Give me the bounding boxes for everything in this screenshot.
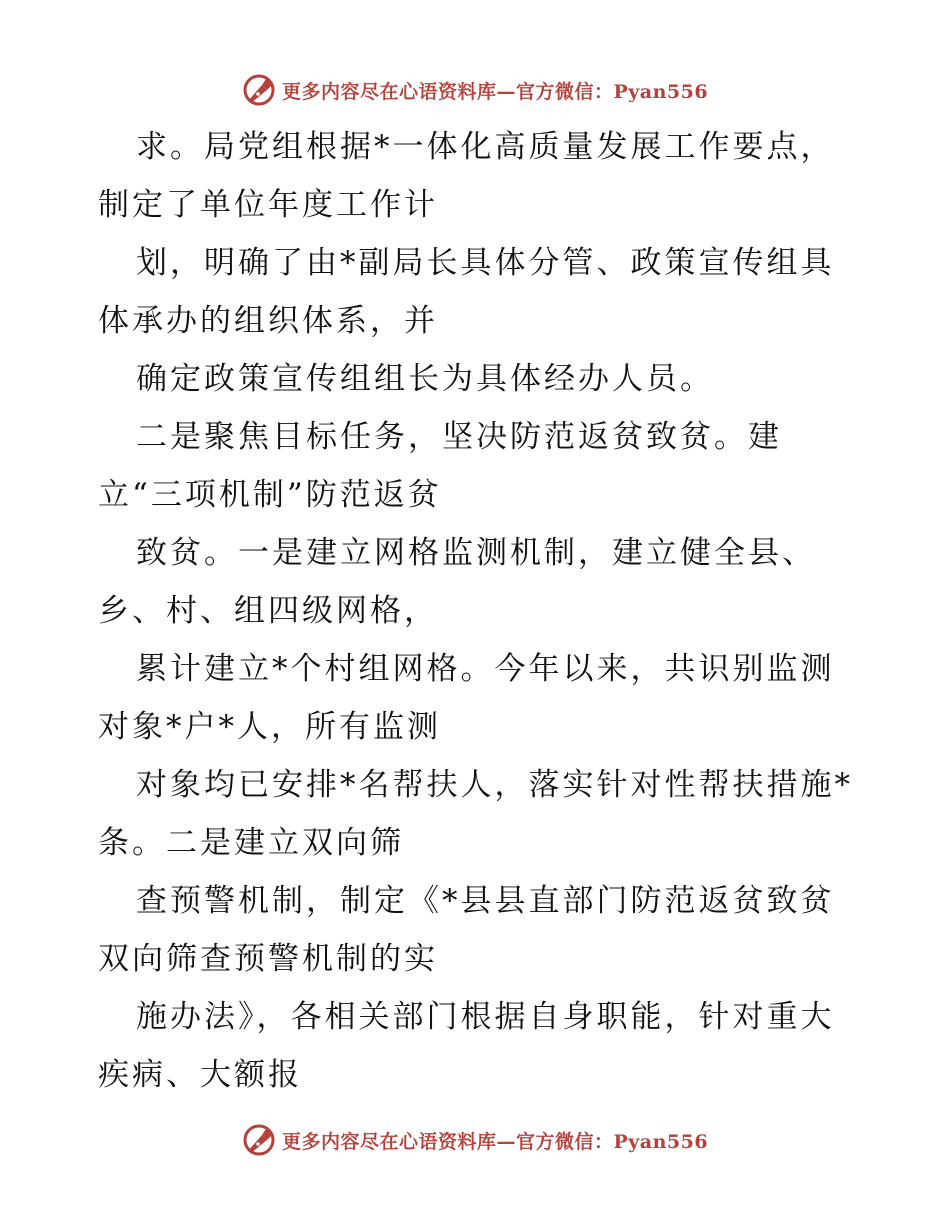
header-banner xyxy=(0,70,950,110)
body-line: 对象*户*人，所有监测 xyxy=(98,709,441,745)
body-line: 立“三项机制”防范返贫 xyxy=(98,477,442,513)
document-body xyxy=(98,118,873,1104)
body-line: 疾病、大额报 xyxy=(98,1057,302,1093)
body-line: 二是聚焦目标任务，坚决防范返贫致贫。建 xyxy=(136,419,782,455)
body-line: 乡、村、组四级网格， xyxy=(98,593,438,629)
body-line: 求。局党组根据*一体化高质量发展工作要点， xyxy=(136,129,835,165)
body-line: 条。二是建立双向筛 xyxy=(98,825,404,861)
pen-nib-logo-icon xyxy=(242,1123,276,1157)
body-line: 查预警机制，制定《*县县直部门防范返贫致贫 xyxy=(136,883,835,919)
body-line: 施办法》，各相关部门根据自身职能，针对重大 xyxy=(136,999,835,1035)
body-line: 累计建立*个村组网格。今年以来，共识别监测 xyxy=(136,651,835,687)
footer-banner-text: 更多内容尽在心语资料库—官方微信：Pyan556 xyxy=(281,1130,709,1153)
footer-banner xyxy=(0,1120,950,1160)
body-line: 对象均已安排*名帮扶人，落实针对性帮扶措施* xyxy=(136,767,853,803)
body-line: 制定了单位年度工作计 xyxy=(98,187,438,223)
pen-nib-logo-icon xyxy=(242,73,276,107)
header-banner-text: 更多内容尽在心语资料库—官方微信：Pyan556 xyxy=(281,80,709,103)
body-line: 体承办的组织体系，并 xyxy=(98,303,438,339)
body-line: 划，明确了由*副局长具体分管、政策宣传组具 xyxy=(136,245,835,281)
body-line: 确定政策宣传组组长为具体经办人员。 xyxy=(136,361,714,397)
body-line: 致贫。一是建立网格监测机制，建立健全县、 xyxy=(136,535,816,571)
body-line: 双向筛查预警机制的实 xyxy=(98,941,438,977)
